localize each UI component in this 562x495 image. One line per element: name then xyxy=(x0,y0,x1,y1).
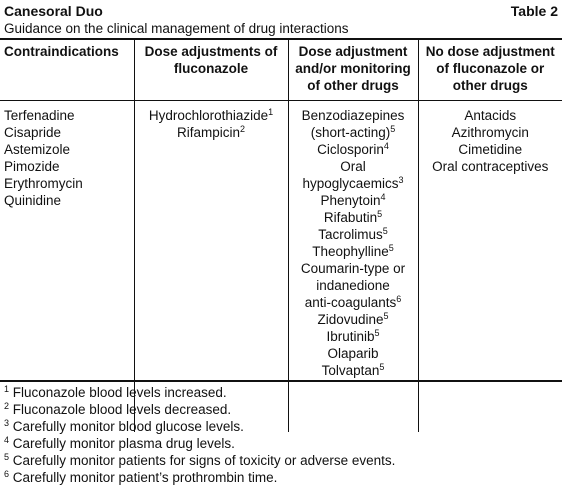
column-cell-no-adjustment xyxy=(418,101,562,433)
drug-item xyxy=(293,362,414,379)
footnote-text: Carefully monitor plasma drug levels. xyxy=(9,436,235,451)
table-label: Table 2 xyxy=(510,3,558,19)
drug-name: anti-coagulants xyxy=(304,295,397,310)
drug-name: Olaparib xyxy=(327,346,379,361)
footnote-ref: 5 xyxy=(377,209,383,219)
drug-name: Oral contraceptives xyxy=(432,159,549,174)
column-cell-fluconazole-dose xyxy=(134,101,288,433)
drug-name: Zidovudine xyxy=(317,312,384,327)
footnote xyxy=(4,452,395,469)
drug-item xyxy=(139,107,284,124)
table-header-row xyxy=(0,40,562,101)
footnote xyxy=(4,418,395,435)
footnote-ref: 2 xyxy=(240,124,246,134)
drug-name: indanedione xyxy=(316,278,390,293)
drug-item xyxy=(423,107,559,124)
footnote-ref: 5 xyxy=(383,311,389,321)
drug-item xyxy=(293,311,414,328)
drug-item xyxy=(293,175,414,192)
drug-item xyxy=(423,141,559,158)
table-subtitle: Guidance on the clinical management of drug interactions xyxy=(4,21,349,36)
drug-name: Rifabutin xyxy=(323,210,378,225)
drug-item xyxy=(4,107,130,124)
footnote xyxy=(4,384,395,401)
drug-name: Rifampicin xyxy=(176,125,240,140)
drug-name: Terfenadine xyxy=(4,108,75,123)
interactions-table xyxy=(0,40,562,432)
footnote-text: Carefully monitor blood glucose levels. xyxy=(9,419,244,434)
drug-name: Erythromycin xyxy=(4,176,83,191)
footnote-number: 2 xyxy=(4,401,10,411)
footnote-ref: 5 xyxy=(388,243,394,253)
drug-item xyxy=(4,124,130,141)
footnote-text: Fluconazole blood levels decreased. xyxy=(9,402,232,417)
drug-name: Azithromycin xyxy=(451,125,529,140)
drug-name: Coumarin-type or xyxy=(300,261,406,276)
footnote-number: 4 xyxy=(4,435,10,445)
drug-item xyxy=(293,345,414,362)
column-cell-contraindications xyxy=(0,101,134,433)
table-header xyxy=(4,3,558,37)
drug-item xyxy=(4,158,130,175)
drug-name: Astemizole xyxy=(4,142,71,157)
footnote-ref: 6 xyxy=(396,294,402,304)
footnote xyxy=(4,435,395,452)
footnote-number: 5 xyxy=(4,452,10,462)
drug-name: Quinidine xyxy=(4,193,62,208)
footnote-ref: 5 xyxy=(382,226,388,236)
footnote-ref: 4 xyxy=(380,192,386,202)
drug-item xyxy=(293,277,414,294)
drug-item xyxy=(293,243,414,260)
drug-item xyxy=(423,158,559,175)
footnote-ref: 5 xyxy=(390,124,396,134)
footnote-ref: 1 xyxy=(268,107,274,117)
drug-name: Antacids xyxy=(464,108,517,123)
footnote-text: Carefully monitor patients for signs of toxicity or adverse events. xyxy=(9,453,396,468)
drug-item xyxy=(139,124,284,141)
drug-item xyxy=(293,107,414,124)
drug-item xyxy=(293,141,414,158)
bottom-rule xyxy=(0,380,562,382)
footnote-ref: 4 xyxy=(383,141,389,151)
drug-name: Ciclosporin xyxy=(317,142,384,157)
drug-item xyxy=(4,192,130,209)
drug-name: Benzodiazepines xyxy=(301,108,405,123)
drug-name: Oral xyxy=(340,159,366,174)
column-heading-contraindications: Contraindications xyxy=(0,40,134,101)
drug-name: Pimozide xyxy=(4,159,60,174)
column-heading-no-adjustment: No dose adjustment of fluconazole or other drugs xyxy=(418,40,562,101)
drug-item xyxy=(293,192,414,209)
table-row xyxy=(0,101,562,433)
drug-item xyxy=(293,124,414,141)
document-title: Canesoral Duo xyxy=(4,3,103,19)
footnote-number: 6 xyxy=(4,469,10,479)
drug-name: Ibrutinib xyxy=(326,329,375,344)
drug-name: Hydrochlorothiazide xyxy=(148,108,269,123)
drug-name: Cisapride xyxy=(4,125,62,140)
drug-item xyxy=(4,175,130,192)
drug-item xyxy=(4,141,130,158)
column-cell-other-drugs-monitoring xyxy=(288,101,418,433)
footnote-number: 1 xyxy=(4,384,10,394)
drug-name: (short-acting) xyxy=(310,125,391,140)
drug-name: Phenytoin xyxy=(320,193,381,208)
column-heading-fluconazole-dose: Dose adjustments of fluconazole xyxy=(134,40,288,101)
footnote-number: 3 xyxy=(4,418,10,428)
footnote-text: Fluconazole blood levels increased. xyxy=(9,385,227,400)
footnote-ref: 3 xyxy=(398,175,404,185)
footnote-ref: 5 xyxy=(374,328,380,338)
footnote xyxy=(4,469,395,486)
drug-name: Theophylline xyxy=(312,244,389,259)
drug-name: Tolvaptan xyxy=(321,363,380,378)
drug-item xyxy=(293,294,414,311)
drug-item xyxy=(293,158,414,175)
drug-item xyxy=(293,226,414,243)
drug-item xyxy=(423,124,559,141)
drug-name: Cimetidine xyxy=(458,142,523,157)
drug-item xyxy=(293,209,414,226)
column-heading-other-drugs-monitoring: Dose adjustment and/or monitoring of other drugs xyxy=(288,40,418,101)
footnotes xyxy=(4,384,395,486)
footnote-text: Carefully monitor patient’s prothrombin time. xyxy=(9,470,278,485)
drug-item xyxy=(293,260,414,277)
drug-item xyxy=(293,328,414,345)
footnote-ref: 5 xyxy=(379,362,385,372)
drug-name: hypoglycaemics xyxy=(302,176,399,191)
footnote xyxy=(4,401,395,418)
drug-name: Tacrolimus xyxy=(318,227,383,242)
